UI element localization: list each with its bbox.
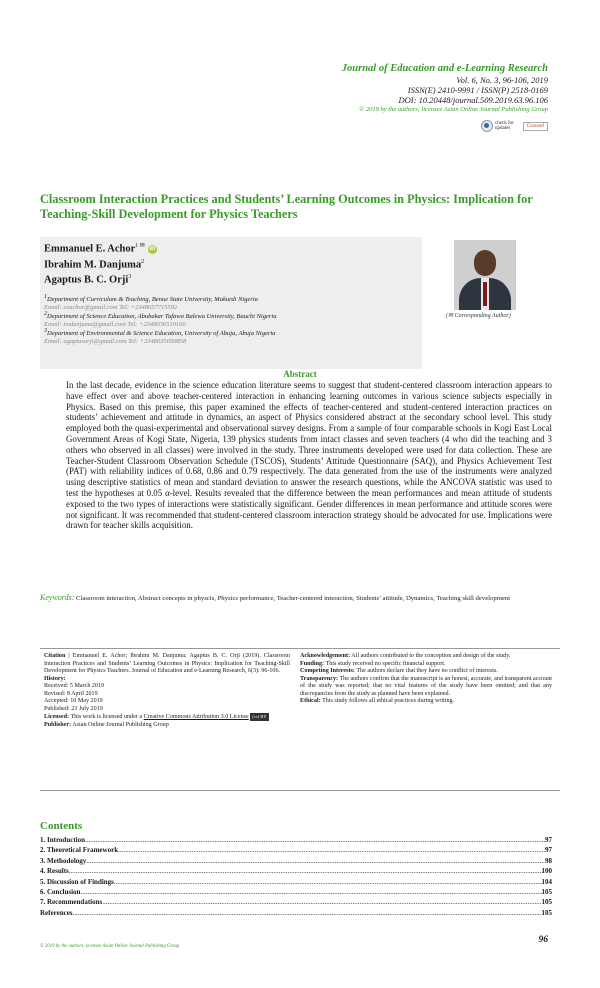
corresponding-author-note: (✉ Corresponding Author) — [446, 313, 511, 319]
transparency: Transparency: The authors confirm that the manuscript is an honest, accurate, and transparent account of the study was reported; that no vital features of the study have been omitted; and that any discrepancies from the study as planned have been explained. — [300, 675, 552, 697]
footer-copyright: © 2019 by the authors; licensee Asian Online Journal Publishing Group — [40, 944, 180, 949]
author-photo — [454, 240, 516, 310]
toc-item[interactable]: 7. Recommendations ..... 105 — [40, 897, 552, 907]
orcid-icon[interactable]: iD — [149, 245, 156, 252]
toc-item[interactable]: 6. Conclusion ..... 105 — [40, 887, 552, 897]
affiliations — [44, 294, 420, 345]
affiliation-2-contact[interactable]: Email: imdanjuma@gmail.com Tel: +2348036510160 — [44, 320, 186, 328]
author-2: Ibrahim M. Danjuma$^2$ — [44, 258, 145, 270]
publisher: Publisher: Asian Online Journal Publishing Group — [44, 721, 169, 728]
divider — [40, 648, 560, 649]
article-info-left — [44, 653, 290, 729]
crossref-badge[interactable]: Crossref — [523, 122, 548, 131]
page-number: 96 — [538, 935, 548, 945]
license: Licensed: This work is licensed under a Creative Commons Attribution 3.0 License (cc) BY — [44, 714, 267, 721]
toc-item[interactable]: References ..... 105 — [40, 908, 552, 918]
divider — [40, 790, 560, 791]
toc-item[interactable]: 5. Discussion of Findings ..... 104 — [40, 877, 552, 887]
check-updates-icon — [481, 120, 493, 132]
toc-item[interactable]: 1. Introduction ..... 97 — [40, 835, 552, 845]
citation: Citation | Emmanuel E. Achor; Ibrahim M. Danjuma; Agaptus B. C. Orji (2019). Classroom Interaction Practices and Students’ Learning Outcomes in Physics: Implication for Teaching-Skill Development for Physics Teachers. Journal of Education and e-Learning Research, 6(3): 96-106. — [44, 653, 290, 674]
ethical: Ethical: This study follows all ethical practices during writing. — [300, 698, 455, 704]
journal-issn: ISSN(E) 2410-9991 / ISSN(P) 2518-0169 — [407, 85, 548, 95]
journal-doi[interactable]: DOI: 10.20448/journal.509.2019.63.96.106 — [398, 95, 548, 105]
affiliation-2: 2Department of Science Education, Abubakar Tafawa Balewa University, Bauchi Nigeria — [44, 311, 277, 321]
journal-copyright: © 2019 by the authors; licensee Asian Online Journal Publishing Group — [359, 106, 548, 113]
keywords-label: Keywords: — [40, 593, 75, 602]
acknowledgement: Acknowledgement: All authors contributed to the conception and design of the study. — [300, 653, 511, 659]
toc-item[interactable]: 2. Theoretical Framework ..... 97 — [40, 845, 552, 855]
affiliation-1: 1Department of Curriculum & Teaching, Benue State University, Makurdi Nigeria — [44, 294, 258, 304]
license-link[interactable]: Creative Commons Attribution 3.0 License — [143, 714, 249, 721]
affiliation-3: 3Department of Environmental & Science Education, University of Abuja, Abuja Nigeria — [44, 328, 276, 338]
paper-title: Classroom Interaction Practices and Students’ Learning Outcomes in Physics: Implication for Teaching-Skill Development for Physics Teachers — [40, 192, 533, 221]
history: History: Received: 5 March 2019 Revised: 8 April 2019 Accepted: 10 May 2019 Published: 23 July 2019 — [44, 675, 105, 712]
header-badges — [481, 120, 548, 132]
affiliation-3-contact[interactable]: Email: agaptusorji@gmail.com Tel: +2348035099858 — [44, 337, 187, 345]
table-of-contents — [40, 820, 552, 918]
toc-item[interactable]: 3. Methodology ..... 98 — [40, 856, 552, 866]
abstract-text: In the last decade, evidence in the science education literature seems to suggest that student-centered classroom interaction appears to have effect over and above teacher-centered interaction in enhancing learning outcomes in various science subjects especially in Physics. Based on this premise, this paper examined the effects of teacher-centered and student-centered interaction practices on students’ achievement and attitude in dynamics, an aspect of Physics considered abstract at the secondary school level. This study employed both the quasi-experimental and observational survey designs. From a sample of four comparable schools in Kogi East Local Government Areas of Kogi State, Nigeria, 139 physics students from intact classes and seven teachers (4 who did the teaching and 3 others who observed in all classes) were involved in the study. Three instruments developed were used for data collection. These are Teacher-Student Classroom Observation Schedule (TSCOS), Students’ Attitude Questionnaire (SAQ), and Physics Achievement Test (PAT) with reliability indices of 0.68, 0.86 and 0.79 respectively. The data generated from the use of the instruments were analyzed using descriptive statistics of mean and standard deviation to answer the research questions, while the ANCOVA statistic was used to test the hypotheses at 0.05 α-level. Results revealed that the difference between the mean performances and mean attitude of students exposed to the two types of interactions were statistically significant. Gender differences in mean performance and attitude scores were not significant. It was recommended that student-centered classroom interaction strategy should be advocated for use. Implications were drawn for teacher skills acquisition. — [66, 380, 552, 531]
affiliation-1-contact[interactable]: Email: eeachor@gmail.com Tel: +2348057715592 — [44, 303, 178, 311]
contents-heading: Contents — [40, 820, 83, 832]
journal-title[interactable]: Journal of Education and e-Learning Research — [341, 63, 548, 74]
author-3: Agaptus B. C. Orji$^3$ — [44, 274, 132, 286]
funding: Funding: This study received no specific financial support. — [300, 660, 446, 667]
competing-interests: Competing Interests: The authors declare that they have no conflict of interests. — [300, 668, 498, 674]
journal-volume: Vol. 6, No. 3, 96-106, 2019 — [456, 75, 548, 85]
abstract-heading: Abstract — [283, 369, 317, 379]
author-list — [44, 240, 157, 287]
cc-by-icon: (cc) BY — [252, 714, 267, 719]
keywords — [40, 593, 552, 603]
journal-header — [342, 62, 548, 115]
toc-item[interactable]: 4. Results ..... 100 — [40, 866, 552, 876]
author-1: Emmanuel E. Achor$^{1 ✉}$ iD — [44, 243, 156, 255]
article-info-right — [300, 653, 552, 706]
check-for-updates-badge[interactable]: check for updates — [481, 120, 517, 132]
keywords-list: Classroom interaction, Abstract concepts in physcis, Physics performance, Teacher-centered interaction, Students’ attitude, Dynamics, Teaching skill development — [76, 595, 511, 602]
